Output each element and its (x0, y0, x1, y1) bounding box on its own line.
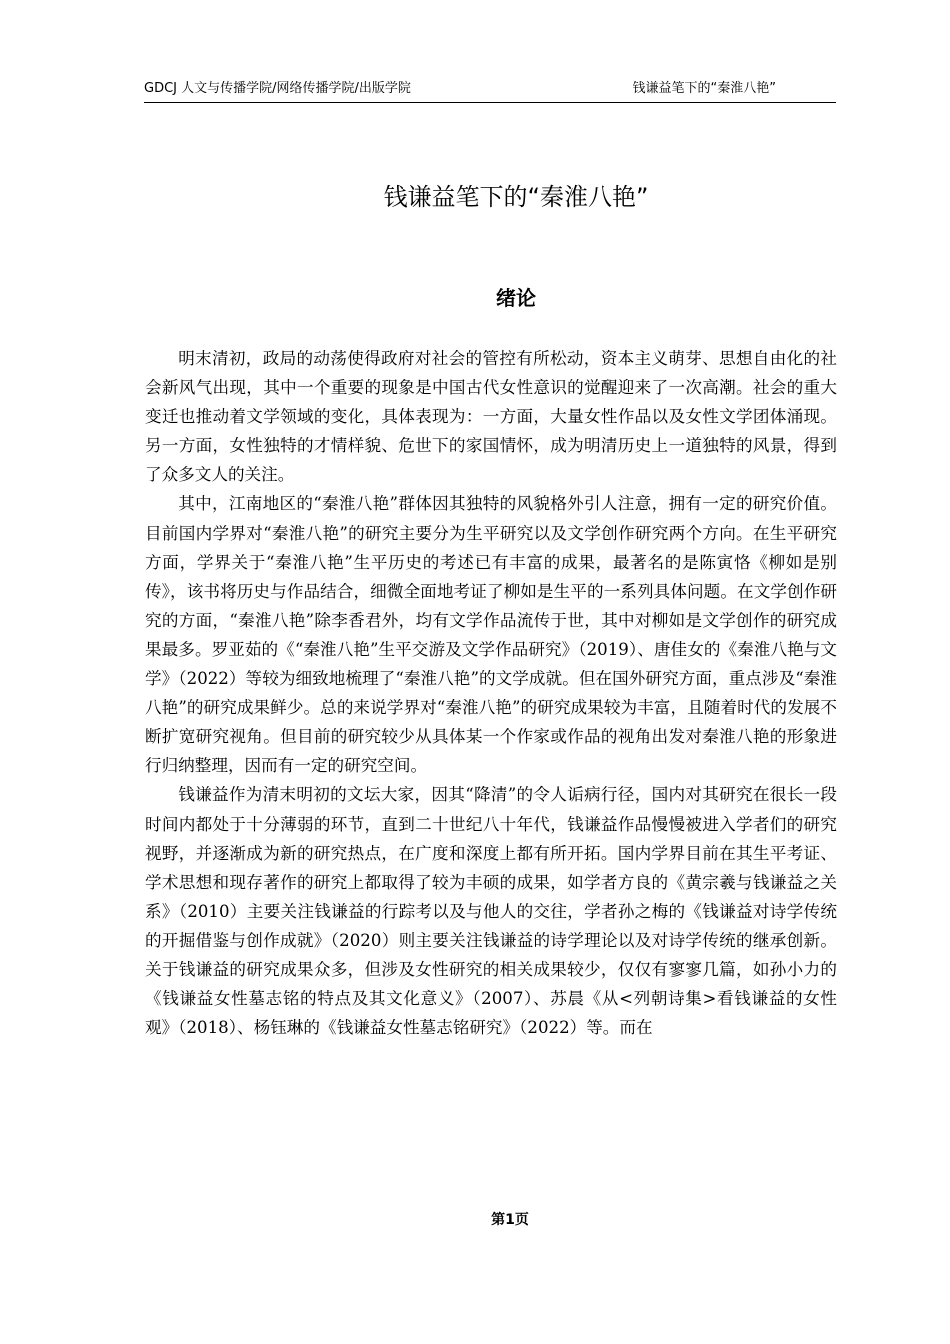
paragraph: 钱谦益作为清末明初的文坛大家，因其“降清”的令人诟病行径，国内对其研究在很长一段时间内都处于十分薄弱的环节，直到二十世纪八十年代，钱谦益作品慢慢被进入学者们的研究视野，并逐渐成为新的研究热点，在广度和深度上都有所开拓。国内学界目前在其生平考证、学术思想和现存著作的研究上都取得了较为丰硕的成果，如学者方良的《黄宗羲与钱谦益之关系》（2010）主要关注钱谦益的行踪考以及与他人的交往，学者孙之梅的《钱谦益对诗学传统的开掘借鉴与创作成就》（2020）则主要关注钱谦益的诗学理论以及对诗学传统的继承创新。关于钱谦益的研究成果众多，但涉及女性研究的相关成果较少，仅仅有寥寥几篇，如孙小力的《钱谦益女性墓志铭的特点及其文化意义》（2007）、苏晨《从<列朝诗集>看钱谦益的女性观》（2018）、杨钰琳的《钱谦益女性墓志铭研究》（2022）等。而在 (145, 785, 837, 1038)
paragraph: 明末清初，政局的动荡使得政府对社会的管控有所松动，资本主义萌芽、思想自由化的社会新风气出现，其中一个重要的现象是中国古代女性意识的觉醒迎来了一次高潮。社会的重大变迁也推动着文学领域的变化，具体表现为：一方面，大量女性作品以及女性文学团体涌现。另一方面，女性独特的才情样貌、危世下的家国情怀，成为明清历史上一道独特的风景，得到了众多文人的关注。 (145, 349, 837, 485)
header-running-title: 钱谦益笔下的“秦淮八艳” (632, 81, 776, 96)
header-institution: GDCJ 人文与传播学院/网络传播学院/出版学院 (144, 81, 411, 96)
body-text (145, 344, 837, 1042)
page-number: 第1页 (491, 1212, 529, 1228)
paragraph: 其中，江南地区的“秦淮八艳”群体因其独特的风貌格外引人注意，拥有一定的研究价值。目前国内学界对“秦淮八艳”的研究主要分为生平研究以及文学创作研究两个方向。在生平研究方面，学界关于“秦淮八艳”生平历史的考述已有丰富的成果，最著名的是陈寅恪《柳如是别传》，该书将历史与作品结合，细微全面地考证了柳如是生平的一系列具体问题。在文学创作研究的方面，“秦淮八艳”除李香君外，均有文学作品流传于世，其中对柳如是文学创作的研究成果最多。罗亚茹的《“秦淮八艳”生平交游及文学作品研究》（2019）、唐佳女的《秦淮八艳与文学》（2022）等较为细致地梳理了“秦淮八艳”的文学成就。但在国外研究方面，重点涉及“秦淮八艳”的研究成果鲜少。总的来说学界对“秦淮八艳”的研究成果较为丰富，且随着时代的发展不断扩宽研究视角。但目前的研究较少从具体某一个作家或作品的视角出发对秦淮八艳的形象进行归纳整理，因而有一定的研究空间。 (145, 494, 837, 776)
section-heading: 绪论 (496, 286, 536, 310)
page-footer (0, 1210, 950, 1230)
document-title: 钱谦益笔下的“秦淮八艳” (383, 183, 649, 211)
page-header (144, 80, 836, 103)
